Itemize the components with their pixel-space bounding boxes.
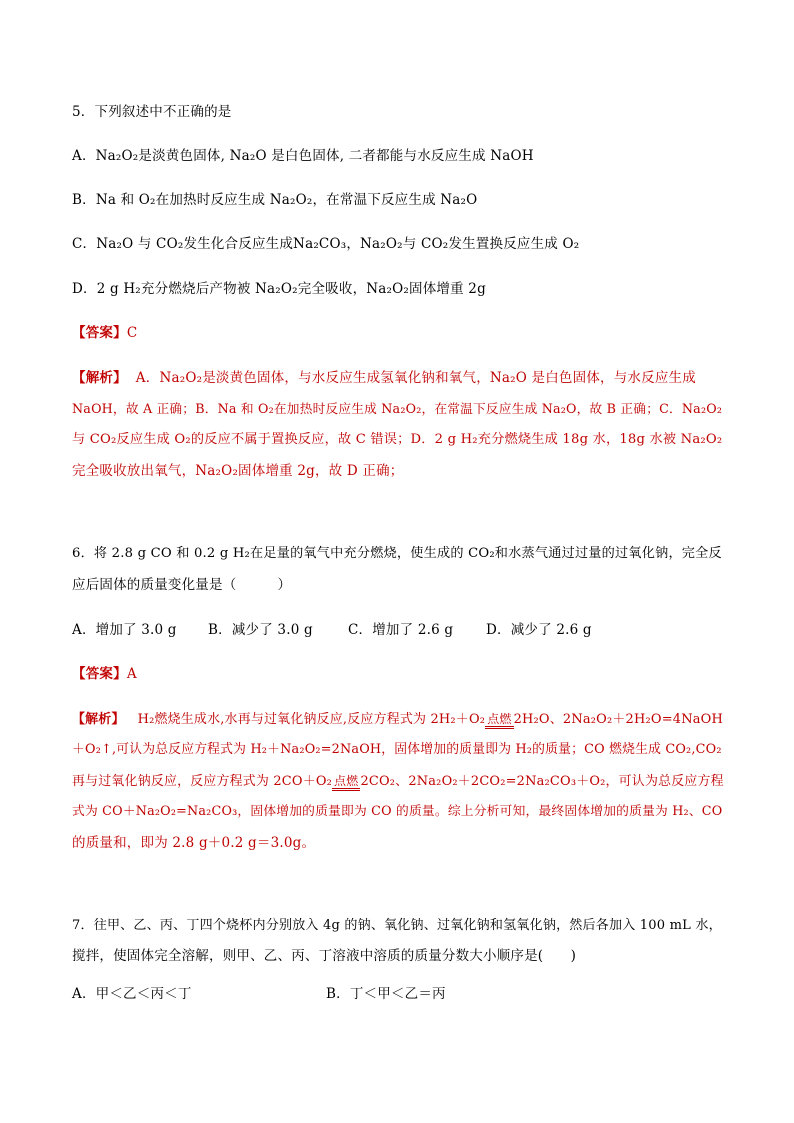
q6-answer — [72, 666, 137, 682]
q7-options-row — [72, 986, 446, 1002]
q6-option-d: D．减少了 2.6 g — [486, 622, 592, 638]
q6-analysis-line-4: 式为 CO＋Na₂O₂=Na₂CO₃，固体增加的质量即为 CO 的质量。综上分析可知，最终固体增加的质量为 H₂、CO — [72, 804, 723, 819]
q7-stem-line-2: 搅拌，使固体完全溶解，则甲、乙、丙、丁溶液中溶质的质量分数大小顺序是( ) — [72, 948, 577, 964]
q5-analysis-tag: 【解析】 — [72, 370, 127, 386]
ignition-condition-mark: 点燃 — [487, 712, 512, 726]
q7-stem-line-1: 7．往甲、乙、丙、丁四个烧杯内分别放入 4g 的钠、氧化钠、过氧化钠和氢氧化钠，然后各加入 100 mL 水， — [72, 918, 722, 933]
q5-answer-tag: 【答案】 — [72, 325, 127, 341]
q5-analysis-line-4: 完全吸收放出氧气，Na₂O₂固体增重 2g，故 D 正确； — [72, 463, 404, 479]
q6-analysis-text-3b: 2CO₂、2Na₂O₂＋2CO₂=2Na₂CO₃＋O₂，可认为总反应方程 — [360, 774, 724, 789]
q7-option-b: B．丁＜甲＜乙＝丙 — [326, 986, 446, 1002]
q5-answer — [72, 325, 137, 341]
q6-options-row — [72, 622, 592, 638]
q5-option-c: C．Na₂O 与 CO₂发生化合反应生成Na₂CO₃，Na₂O₂与 CO₂发生置换反应生成 O₂ — [72, 236, 580, 252]
q6-analysis-text-1b: 2H₂O、2Na₂O₂＋2H₂O=4NaOH — [513, 712, 723, 727]
q6-answer-value: A — [126, 666, 137, 682]
q5-answer-value: C — [126, 325, 138, 341]
q5-stem: 5．下列叙述中不正确的是 — [72, 104, 232, 120]
q5-analysis-line-1 — [72, 370, 696, 386]
q5-option-b: B．Na 和 O₂在加热时反应生成 Na₂O₂，在常温下反应生成 Na₂O — [72, 192, 478, 208]
q6-analysis-line-1 — [72, 711, 723, 728]
q5-analysis-line-2: NaOH，故 A 正确；B．Na 和 O₂在加热时反应生成 Na₂O₂，在常温下反应生成 Na₂O，故 B 正确；C．Na₂O₂ — [72, 401, 723, 416]
q5-option-d: D．2 g H₂充分燃烧后产物被 Na₂O₂完全吸收，Na₂O₂固体增重 2g — [72, 281, 486, 297]
q6-stem-line-2: 应后固体的质量变化量是（ ） — [72, 577, 292, 593]
q6-stem-line-1: 6．将 2.8 g CO 和 0.2 g H₂在足量的氧气中充分燃烧，使生成的 CO₂和水蒸气通过过量的过氧化钠，完全反 — [72, 546, 722, 561]
q6-option-b: B．减少了 3.0 g — [208, 622, 313, 638]
q6-analysis-line-2: ＋O₂↑,可认为总反应方程式为 H₂＋Na₂O₂=2NaOH，固体增加的质量即为 H₂的质量；CO 燃烧生成 CO₂,CO₂ — [72, 742, 722, 757]
q7-option-a: A．甲＜乙＜丙＜丁 — [72, 986, 192, 1002]
q6-analysis-line-5: 的质量和，即为 2.8 g＋0.2 g＝3.0g。 — [72, 835, 316, 851]
q6-analysis-text-1a: H₂燃烧生成水,水再与过氧化钠反应,反应方程式为 2H₂＋O₂ — [137, 712, 486, 727]
q5-option-a: A．Na₂O₂是淡黄色固体, Na₂O 是白色固体, 二者都能与水反应生成 NaOH — [72, 148, 534, 164]
q5-analysis-line-3: 与 CO₂反应生成 O₂的反应不属于置换反应，故 C 错误；D．2 g H₂充分燃烧生成 18g 水，18g 水被 Na₂O₂ — [72, 432, 723, 447]
q6-answer-tag: 【答案】 — [72, 666, 127, 682]
q6-option-c: C．增加了 2.6 g — [348, 622, 454, 638]
q6-analysis-line-3 — [72, 773, 724, 790]
q6-analysis-text-3a: 再与过氧化钠反应，反应方程式为 2CO＋O₂ — [72, 774, 333, 789]
q6-analysis-tag: 【解析】 — [72, 712, 125, 727]
q6-option-a: A．增加了 3.0 g — [72, 622, 177, 638]
q5-analysis-text-1: A．Na₂O₂是淡黄色固体，与水反应生成氢氧化钠和氧气，Na₂O 是白色固体，与水反应生成 — [135, 370, 696, 386]
ignition-condition-mark: 点燃 — [334, 774, 359, 788]
